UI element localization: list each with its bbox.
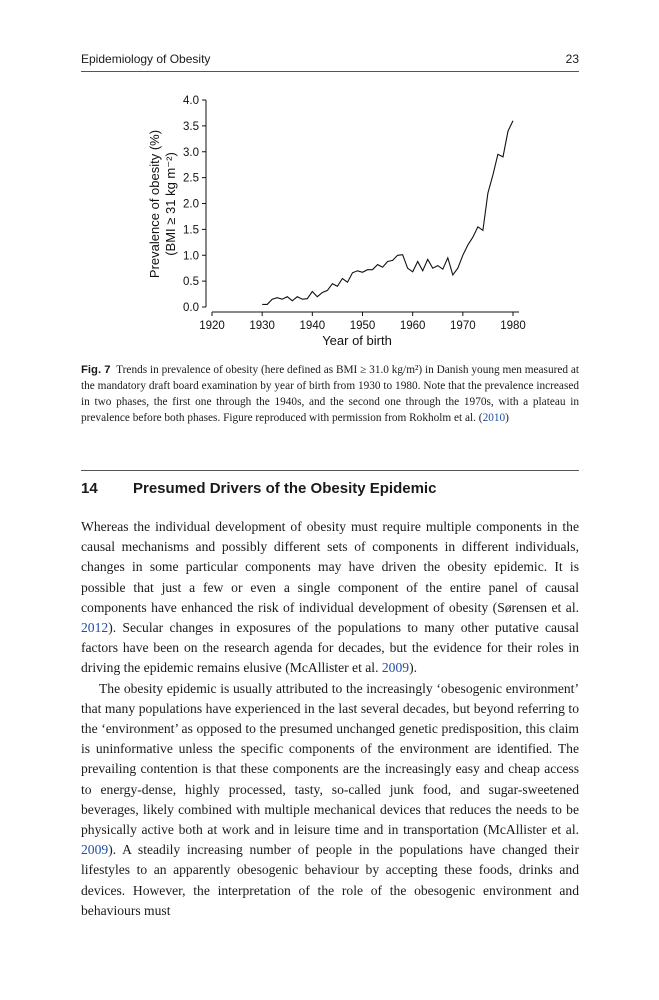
paragraph-2: [81, 679, 579, 921]
y-tick-label: 1.0: [183, 250, 199, 263]
section-rule: [81, 470, 579, 471]
running-title: Epidemiology of Obesity: [81, 52, 211, 66]
y-tick-label: 2.0: [183, 198, 199, 211]
paragraph-2-text-a: The obesity epidemic is usually attributed to the increasingly ‘obesogenic environment’ that many populations have experienced in the last several decades, but beyond referring to the ‘environment’ as opposed to the presumed unchanged genetic predisposition, this claim is uninformative unless the specific components of the environment are identified. The prevailing contention is that these components are the increasingly easy and cheap access to energy-dense, highly processed, tasty, so-called junk food, and sugar-sweetened beverages, likely combined with multiple mechanical devices that reduces the needs to be physically active both at work and in leisure time and in transportation (McAllister et al.: [81, 680, 579, 838]
x-tick-label: 1970: [450, 320, 476, 332]
paragraph-1: [81, 517, 579, 679]
y-tick-label: 1.5: [183, 224, 199, 237]
section-title: Presumed Drivers of the Obesity Epidemic: [133, 480, 437, 497]
x-tick-label: 1960: [399, 320, 426, 332]
y-tick-label: 2.5: [183, 172, 199, 185]
y-tick-label: 0.5: [183, 276, 199, 289]
x-tick-label: 1920: [199, 320, 225, 332]
x-tick-label: 1930: [249, 320, 275, 332]
header-rule: [81, 71, 579, 72]
chart-axes: [206, 100, 519, 312]
obesity-trend-chart: [81, 86, 579, 356]
citation-link-sorensen-2012[interactable]: 2012: [81, 620, 109, 636]
figure-caption: [81, 362, 579, 426]
figure-7: [81, 86, 579, 356]
paragraph-1-text-b: ). Secular changes in exposures of the populations to many other putative causal factors have been on the research agenda for decades, but the evidence for their roles in driving the epidemic remains elusive (McAllister et al.: [81, 620, 579, 676]
caption-text-end: ): [505, 412, 509, 424]
citation-link-mcallister-2009[interactable]: 2009: [381, 660, 410, 676]
running-head: [81, 52, 579, 72]
section-number: 14: [81, 480, 98, 497]
x-tick-label: 1980: [500, 320, 526, 332]
y-tick-label: 4.0: [183, 95, 199, 107]
caption-citation-link[interactable]: 2010: [482, 412, 506, 424]
x-tick-label: 1950: [349, 320, 376, 332]
y-tick-label: 0.0: [183, 302, 199, 314]
prevalence-series-line: [262, 121, 513, 305]
citation-link-mcallister-2009-b[interactable]: 2009: [81, 842, 109, 858]
paragraph-1-text-a: Whereas the individual development of obesity must require multiple components in the causal mechanisms and possibly different sets of components in different individuals, changes in some particular components may have driven the obesity epidemic. It is possible that just a few or even a single component of the entire panel of causal components have enhanced the risk of individual development of obesity (Sørensen et al.: [81, 519, 579, 615]
paragraph-2-text-b: ). A steadily increasing number of people in the populations have changed their lifestyles to an apparently obesogenic behaviour by accepting these foods, drinks and devices. However, the interpretation of the role of the obesogenic environment and behaviours must: [81, 842, 579, 918]
paragraph-1-text-c: ).: [409, 660, 417, 676]
x-axis-ticks: [199, 312, 526, 332]
y-axis-ticks: [183, 95, 206, 314]
caption-text: Trends in prevalence of obesity (here defined as BMI ≥ 31.0 kg/m²) in Danish young men measured at the mandatory draft board examination by year of birth from 1930 to 1980. Note that the prevalence increased in two phases, the first one through the 1940s, and the second one through the 1970s, with a plateau in prevalence before both phases. Figure reproduced with permission from Rokholm et al. (: [81, 364, 580, 424]
body-text: [81, 517, 579, 921]
caption-label: Fig. 7: [81, 364, 111, 376]
x-tick-label: 1940: [299, 320, 326, 332]
page-number: 23: [565, 52, 579, 66]
x-axis-label: Year of birth: [322, 333, 392, 348]
y-axis-label-line2: (BMI ≥ 31 kg m⁻²): [163, 152, 178, 256]
y-axis-label-line1: Prevalence of obesity (%): [147, 129, 162, 279]
y-tick-label: 3.0: [183, 146, 199, 159]
y-tick-label: 3.5: [183, 120, 199, 133]
